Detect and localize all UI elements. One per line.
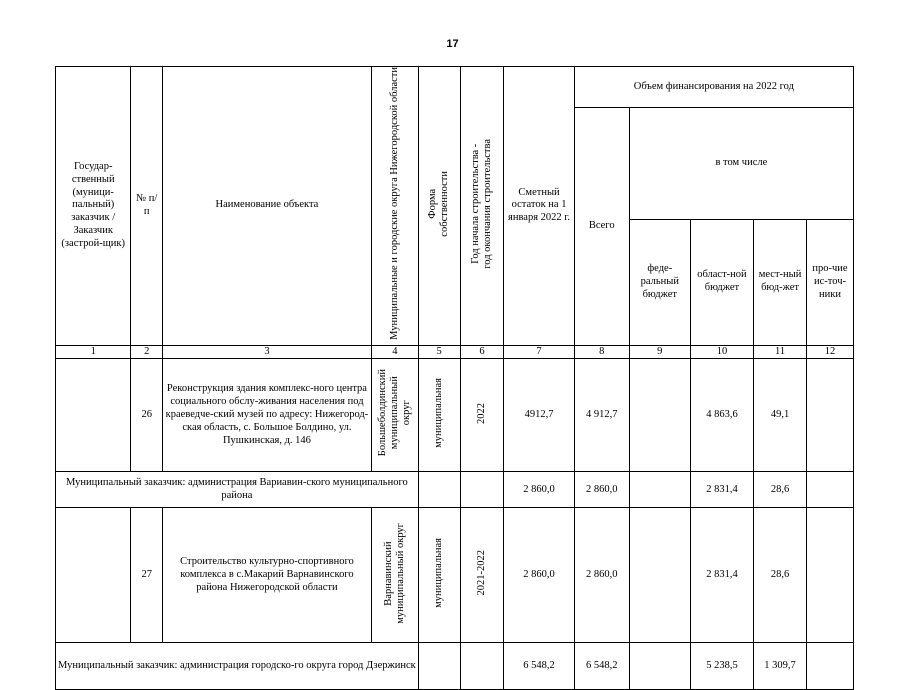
cell-row-number: 26 xyxy=(131,359,163,472)
header-balance: Сметный остаток на 1 января 2022 г. xyxy=(504,67,574,346)
cell-local: 28,6 xyxy=(754,508,807,643)
table-row xyxy=(56,643,854,690)
header-local: мест-ный бюд-жет xyxy=(754,219,807,345)
header-other: про-чие ис-точ-ники xyxy=(807,219,854,345)
column-number: 4 xyxy=(371,345,418,359)
header-municipality-text: Муниципальные и городские округа Нижегородской области xyxy=(388,67,400,340)
column-number: 1 xyxy=(56,345,131,359)
column-number: 12 xyxy=(807,345,854,359)
cell-municipality xyxy=(371,359,418,472)
cell-local: 49,1 xyxy=(754,359,807,472)
cell-regional: 5 238,5 xyxy=(690,643,753,690)
header-regional: област-ной бюджет xyxy=(690,219,753,345)
header-federal: феде-ральный бюджет xyxy=(629,219,690,345)
header-total: Всего xyxy=(574,108,629,346)
cell-municipality-text: Варнавинский муниципальный округ xyxy=(382,522,406,624)
cell-regional: 2 831,4 xyxy=(690,472,753,508)
column-number: 2 xyxy=(131,345,163,359)
cell-years-text: 2022 xyxy=(475,402,487,424)
cell-ownership xyxy=(418,643,460,690)
cell-object-name: Реконструкция здания комплекс-ного центра социального обслу-живания населения под краеведче-ский музей по адресу: Нижегород-ская область, с. Большое Болдино, ул. Пушкинская, д. 146 xyxy=(162,359,371,472)
column-number: 9 xyxy=(629,345,690,359)
header-funding: Объем финансирования на 2022 год xyxy=(574,67,853,108)
cell-local: 28,6 xyxy=(754,472,807,508)
cell-ownership xyxy=(418,359,460,472)
cell-other xyxy=(807,643,854,690)
header-ownership-text: Форма собственности xyxy=(427,170,451,237)
cell-balance: 4912,7 xyxy=(504,359,574,472)
column-number: 11 xyxy=(754,345,807,359)
header-row-number: № п/п xyxy=(131,67,163,346)
cell-municipality xyxy=(371,508,418,643)
header-years-text: Год начала строительства - год окончания строительства xyxy=(469,138,493,269)
cell-ownership xyxy=(418,472,460,508)
cell-other xyxy=(807,359,854,472)
header-municipality xyxy=(371,67,418,346)
column-number: 3 xyxy=(162,345,371,359)
header-including: в том числе xyxy=(629,108,853,220)
cell-total: 2 860,0 xyxy=(574,472,629,508)
cell-total: 4 912,7 xyxy=(574,359,629,472)
cell-customer-summary: Муниципальный заказчик: администрация Вариавин-ского муниципального района xyxy=(56,472,419,508)
column-number: 10 xyxy=(690,345,753,359)
table-row xyxy=(56,472,854,508)
cell-regional: 2 831,4 xyxy=(690,508,753,643)
cell-years xyxy=(460,472,504,508)
header-object-name: Наименование объекта xyxy=(162,67,371,346)
table-row xyxy=(56,508,854,643)
cell-customer-summary: Муниципальный заказчик: администрация городско-го округа город Дзержинск xyxy=(56,643,419,690)
cell-ownership-text: муниципальная xyxy=(433,538,445,608)
cell-municipality-text: Большеболдинский муниципальный округ xyxy=(376,369,412,457)
cell-federal xyxy=(629,359,690,472)
cell-balance: 2 860,0 xyxy=(504,508,574,643)
column-number: 7 xyxy=(504,345,574,359)
header-customer: Государ-ственный (муници-пальный) заказчик / Заказчик (застрой-щик) xyxy=(56,67,131,346)
cell-federal xyxy=(629,643,690,690)
cell-row-number: 27 xyxy=(131,508,163,643)
cell-other xyxy=(807,472,854,508)
cell-total: 2 860,0 xyxy=(574,508,629,643)
financing-table xyxy=(55,66,854,690)
cell-customer xyxy=(56,359,131,472)
cell-years xyxy=(460,508,504,643)
column-number: 6 xyxy=(460,345,504,359)
column-number: 8 xyxy=(574,345,629,359)
page-number: 17 xyxy=(446,38,459,50)
cell-local: 1 309,7 xyxy=(754,643,807,690)
header-years xyxy=(460,67,504,346)
cell-federal xyxy=(629,472,690,508)
cell-ownership-text: муниципальная xyxy=(433,378,445,448)
column-number: 5 xyxy=(418,345,460,359)
cell-regional: 4 863,6 xyxy=(690,359,753,472)
cell-ownership xyxy=(418,508,460,643)
cell-other xyxy=(807,508,854,643)
cell-years-text: 2021-2022 xyxy=(475,550,487,596)
cell-object-name: Строительство культурно-спортивного комплекса в с.Макарий Варнавинского района Нижегородской области xyxy=(162,508,371,643)
cell-years xyxy=(460,643,504,690)
cell-total: 6 548,2 xyxy=(574,643,629,690)
header-ownership xyxy=(418,67,460,346)
cell-federal xyxy=(629,508,690,643)
cell-years xyxy=(460,359,504,472)
cell-balance: 6 548,2 xyxy=(504,643,574,690)
cell-balance: 2 860,0 xyxy=(504,472,574,508)
cell-customer xyxy=(56,508,131,643)
table-row xyxy=(56,359,854,472)
